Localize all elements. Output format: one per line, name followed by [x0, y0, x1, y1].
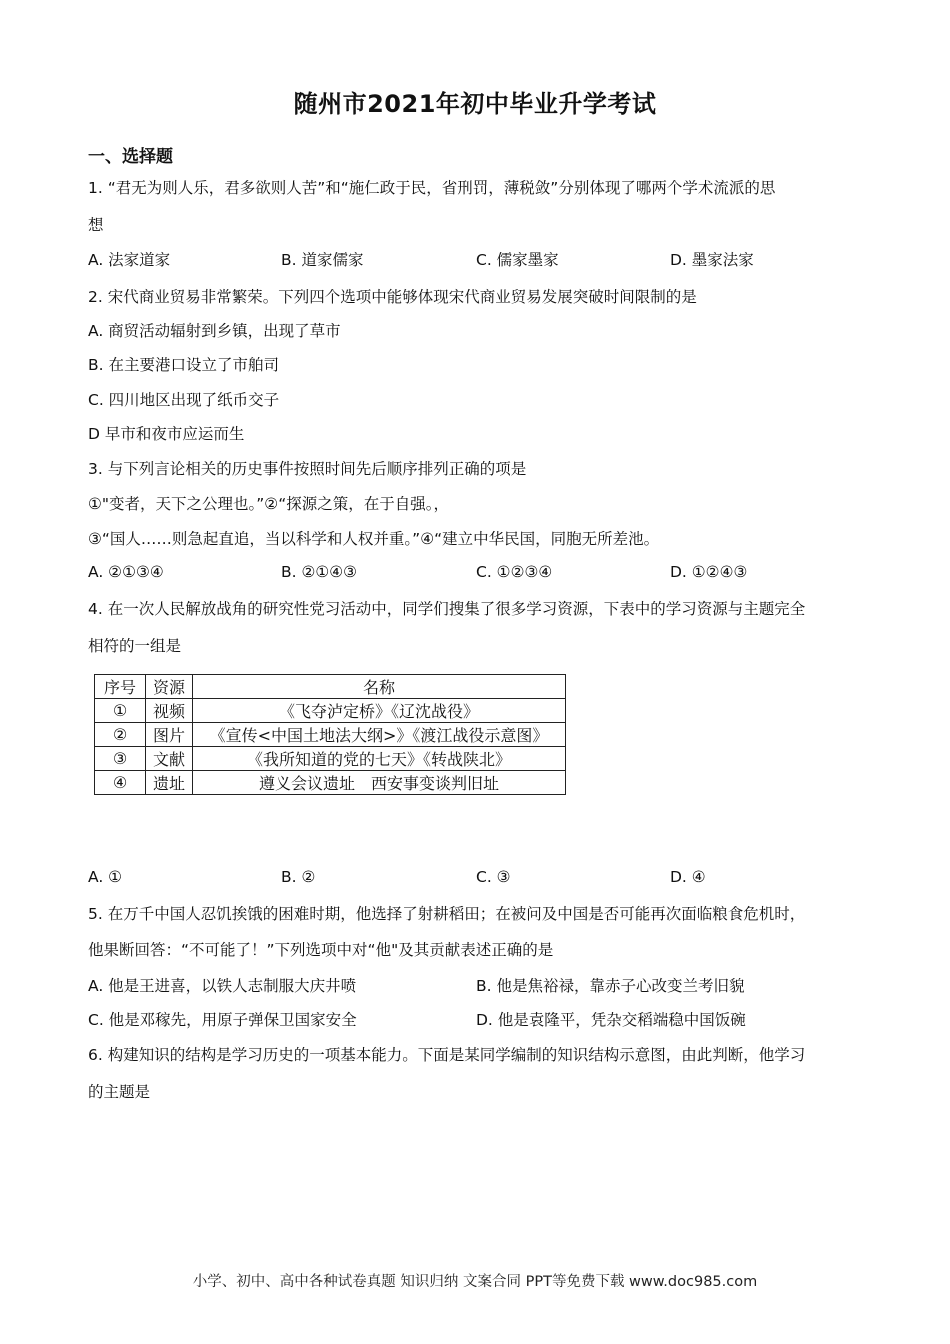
question-1-stem-cont: 想 [88, 216, 104, 234]
question-3-quote-2: ③“国人……则急起直追，当以科学和人权并重。”④“建立中华民国，同胞无所差池。 [88, 530, 660, 548]
table-cell: 文献 [146, 747, 193, 771]
question-3-option-d: D. ①②④③ [670, 563, 748, 581]
question-4-option-a: A. ① [88, 868, 123, 886]
table-cell: ③ [95, 747, 146, 771]
question-3-option-c: C. ①②③④ [476, 563, 553, 581]
question-2-option-b: B. 在主要港口设立了市舶司 [88, 356, 279, 374]
question-4-option-d: D. ④ [670, 868, 706, 886]
table-cell: ② [95, 723, 146, 747]
table-header: 资源 [146, 675, 193, 699]
question-5-option-a: A. 他是王进喜，以铁人志制服大庆井喷 [88, 977, 357, 995]
table-cell: 视频 [146, 699, 193, 723]
table-header: 名称 [193, 675, 566, 699]
question-5-option-c: C. 他是邓稼先，用原子弹保卫国家安全 [88, 1011, 357, 1029]
page-footer: 小学、初中、高中各种试卷真题 知识归纳 文案合同 PPT等免费下载 www.doc985.com [192, 1274, 758, 1290]
question-5-option-d: D. 他是袁隆平，凭杂交稻端稳中国饭碗 [476, 1011, 746, 1029]
table-row [95, 747, 566, 771]
table-row [95, 771, 566, 795]
resource-table [94, 674, 566, 795]
question-6-stem-cont: 的主题是 [88, 1083, 151, 1101]
question-5-stem: 5. 在万千中国人忍饥挨饿的困难时期，他选择了射耕稻田；在被问及中国是否可能再次面临粮食危机时， [88, 905, 806, 923]
table-cell: 遵义会议遗址 西安事变谈判旧址 [193, 771, 566, 795]
question-1-option-b: B. 道家儒家 [281, 251, 364, 269]
table-header: 序号 [95, 675, 146, 699]
question-1-stem: 1. “君无为则人乐，君多欲则人苦”和“施仁政于民，省刑罚，薄税敛”分别体现了哪两个学术流派的思 [88, 179, 776, 197]
question-2-option-a: A. 商贸活动辐射到乡镇，出现了草市 [88, 322, 341, 340]
table-cell: ④ [95, 771, 146, 795]
question-5-option-b: B. 他是焦裕禄，靠赤子心改变兰考旧貌 [476, 977, 745, 995]
question-1-option-d: D. 墨家法家 [670, 251, 754, 269]
table-cell: 《宣传<中国土地法大纲>》《渡江战役示意图》 [193, 723, 566, 747]
question-2-option-c: C. 四川地区出现了纸币交子 [88, 391, 280, 409]
table-cell: 遗址 [146, 771, 193, 795]
question-2-option-d: D 早市和夜市应运而生 [88, 425, 245, 443]
table-cell: 《飞夺泸定桥》《辽沈战役》 [193, 699, 566, 723]
question-4-stem-cont: 相符的一组是 [88, 637, 182, 655]
table-cell: 《我所知道的党的七天》《转战陕北》 [193, 747, 566, 771]
question-3-quote-1: ①"变者，天下之公理也。”②“探源之策，在于自强。， [88, 495, 449, 513]
question-1-option-c: C. 儒家墨家 [476, 251, 559, 269]
question-3-option-a: A. ②①③④ [88, 563, 164, 581]
table-row [95, 723, 566, 747]
question-5-stem-cont: 他果断回答：“不可能了！”下列选项中对“他"及其贡献表述正确的是 [88, 941, 554, 959]
question-4-option-b: B. ② [281, 868, 316, 886]
question-3-stem: 3. 与下列言论相关的历史事件按照时间先后顺序排列正确的项是 [88, 460, 527, 478]
table-cell: ① [95, 699, 146, 723]
question-3-option-b: B. ②①④③ [281, 563, 358, 581]
question-4-stem: 4. 在一次人民解放战角的研究性党习活动中，同学们搜集了很多学习资源，下表中的学习资源与主题完全 [88, 600, 806, 618]
question-1-option-a: A. 法家道家 [88, 251, 171, 269]
table-row [95, 699, 566, 723]
section-heading: 一、选择题 [88, 147, 173, 167]
table-cell: 图片 [146, 723, 193, 747]
question-4-option-c: C. ③ [476, 868, 511, 886]
question-2-stem: 2. 宋代商业贸易非常繁荣。下列四个选项中能够体现宋代商业贸易发展突破时间限制的是 [88, 288, 697, 306]
page-title: 随州市2021年初中毕业升学考试 [293, 90, 657, 118]
question-6-stem: 6. 构建知识的结构是学习历史的一项基本能力。下面是某同学编制的知识结构示意图，由此判断，他学习 [88, 1046, 806, 1064]
table-header-row [95, 675, 566, 699]
